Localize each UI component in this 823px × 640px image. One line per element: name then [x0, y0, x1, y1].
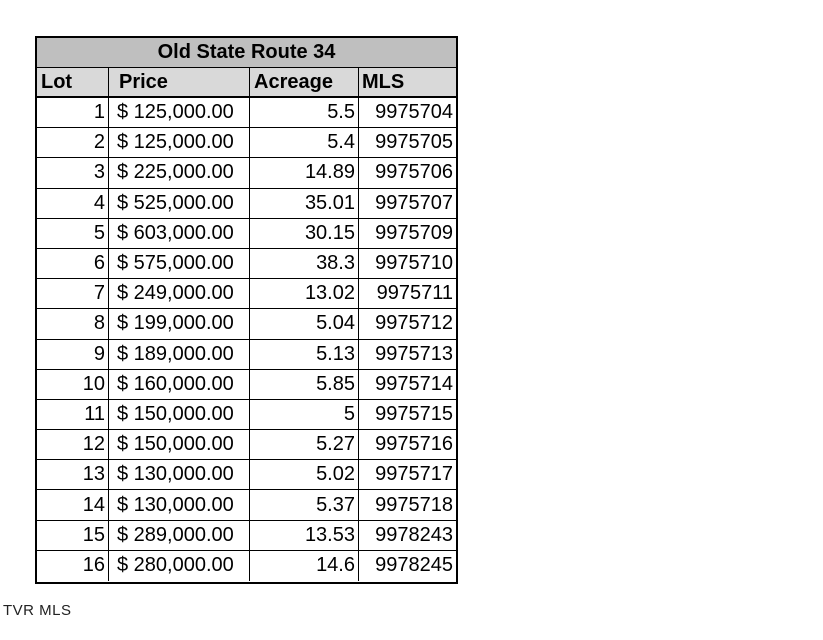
- mls-watermark: TVR MLS: [3, 602, 72, 619]
- cell-mls: 9978243: [359, 521, 456, 551]
- cell-lot: 4: [37, 189, 109, 219]
- cell-mls: 9975705: [359, 128, 456, 158]
- cell-price: $ 150,000.00: [109, 430, 250, 460]
- cell-acreage: 14.6: [250, 551, 359, 581]
- cell-mls: 9975715: [359, 400, 456, 430]
- cell-acreage: 5.5: [250, 98, 359, 128]
- cell-acreage: 5.37: [250, 490, 359, 520]
- cell-mls: 9975716: [359, 430, 456, 460]
- cell-price: $ 125,000.00: [109, 128, 250, 158]
- cell-price: $ 130,000.00: [109, 490, 250, 520]
- cell-acreage: 13.02: [250, 279, 359, 309]
- cell-acreage: 5: [250, 400, 359, 430]
- cell-lot: 7: [37, 279, 109, 309]
- table-grid: [37, 68, 456, 581]
- cell-price: $ 575,000.00: [109, 249, 250, 279]
- cell-mls: 9975712: [359, 309, 456, 339]
- cell-lot: 12: [37, 430, 109, 460]
- cell-acreage: 5.04: [250, 309, 359, 339]
- column-header-acreage: Acreage: [250, 68, 359, 98]
- cell-acreage: 38.3: [250, 249, 359, 279]
- cell-acreage: 13.53: [250, 521, 359, 551]
- cell-mls: 9975706: [359, 158, 456, 188]
- cell-mls: 9975718: [359, 490, 456, 520]
- cell-lot: 2: [37, 128, 109, 158]
- cell-mls: 9975707: [359, 189, 456, 219]
- cell-price: $ 160,000.00: [109, 370, 250, 400]
- cell-lot: 11: [37, 400, 109, 430]
- cell-mls: 9978245: [375, 554, 453, 577]
- cell-price: $ 130,000.00: [109, 460, 250, 490]
- cell-lot: 10: [37, 370, 109, 400]
- cell-lot: 9: [37, 340, 109, 370]
- cell-mls: 9975710: [359, 249, 456, 279]
- cell-mls: 9975709: [359, 219, 456, 249]
- cell-price: $ 125,000.00: [109, 98, 250, 128]
- cell-price: $ 150,000.00: [109, 400, 250, 430]
- cell-lot: 16: [37, 551, 109, 581]
- column-header-lot: Lot: [37, 68, 109, 98]
- cell-lot: 5: [37, 219, 109, 249]
- cell-lot: 14: [37, 490, 109, 520]
- cell-acreage: 5.85: [250, 370, 359, 400]
- column-header-price: Price: [109, 68, 250, 98]
- column-header-mls: MLS: [359, 68, 456, 98]
- cell-acreage: 5.02: [250, 460, 359, 490]
- cell-acreage: 5.13: [250, 340, 359, 370]
- cell-lot: 8: [37, 309, 109, 339]
- cell-acreage: 5.27: [250, 430, 359, 460]
- cell-lot: 6: [37, 249, 109, 279]
- cell-acreage: 5.4: [250, 128, 359, 158]
- cell-acreage: 14.89: [250, 158, 359, 188]
- cell-mls: 9975713: [359, 340, 456, 370]
- cell-lot: 15: [37, 521, 109, 551]
- cell-lot: 3: [37, 158, 109, 188]
- cell-price: $ 525,000.00: [109, 189, 250, 219]
- cell-price: $ 280,000.00: [109, 551, 250, 581]
- cell-price: $ 225,000.00: [109, 158, 250, 188]
- cell-mls: 9975714: [359, 370, 456, 400]
- cell-price: $ 603,000.00: [109, 219, 250, 249]
- cell-mls: 9975717: [359, 460, 456, 490]
- cell-price: $ 199,000.00: [109, 309, 250, 339]
- cell-price: $ 189,000.00: [109, 340, 250, 370]
- cell-lot: 1: [37, 98, 109, 128]
- cell-mls: 9975704: [359, 98, 456, 128]
- cell-lot: 13: [37, 460, 109, 490]
- cell-acreage: 30.15: [250, 219, 359, 249]
- cell-price: $ 249,000.00: [109, 279, 250, 309]
- cell-price: $ 289,000.00: [109, 521, 250, 551]
- lot-price-table: [35, 36, 458, 584]
- table-title: Old State Route 34: [37, 38, 456, 68]
- cell-mls: 9975711: [359, 279, 456, 309]
- cell-acreage: 35.01: [250, 189, 359, 219]
